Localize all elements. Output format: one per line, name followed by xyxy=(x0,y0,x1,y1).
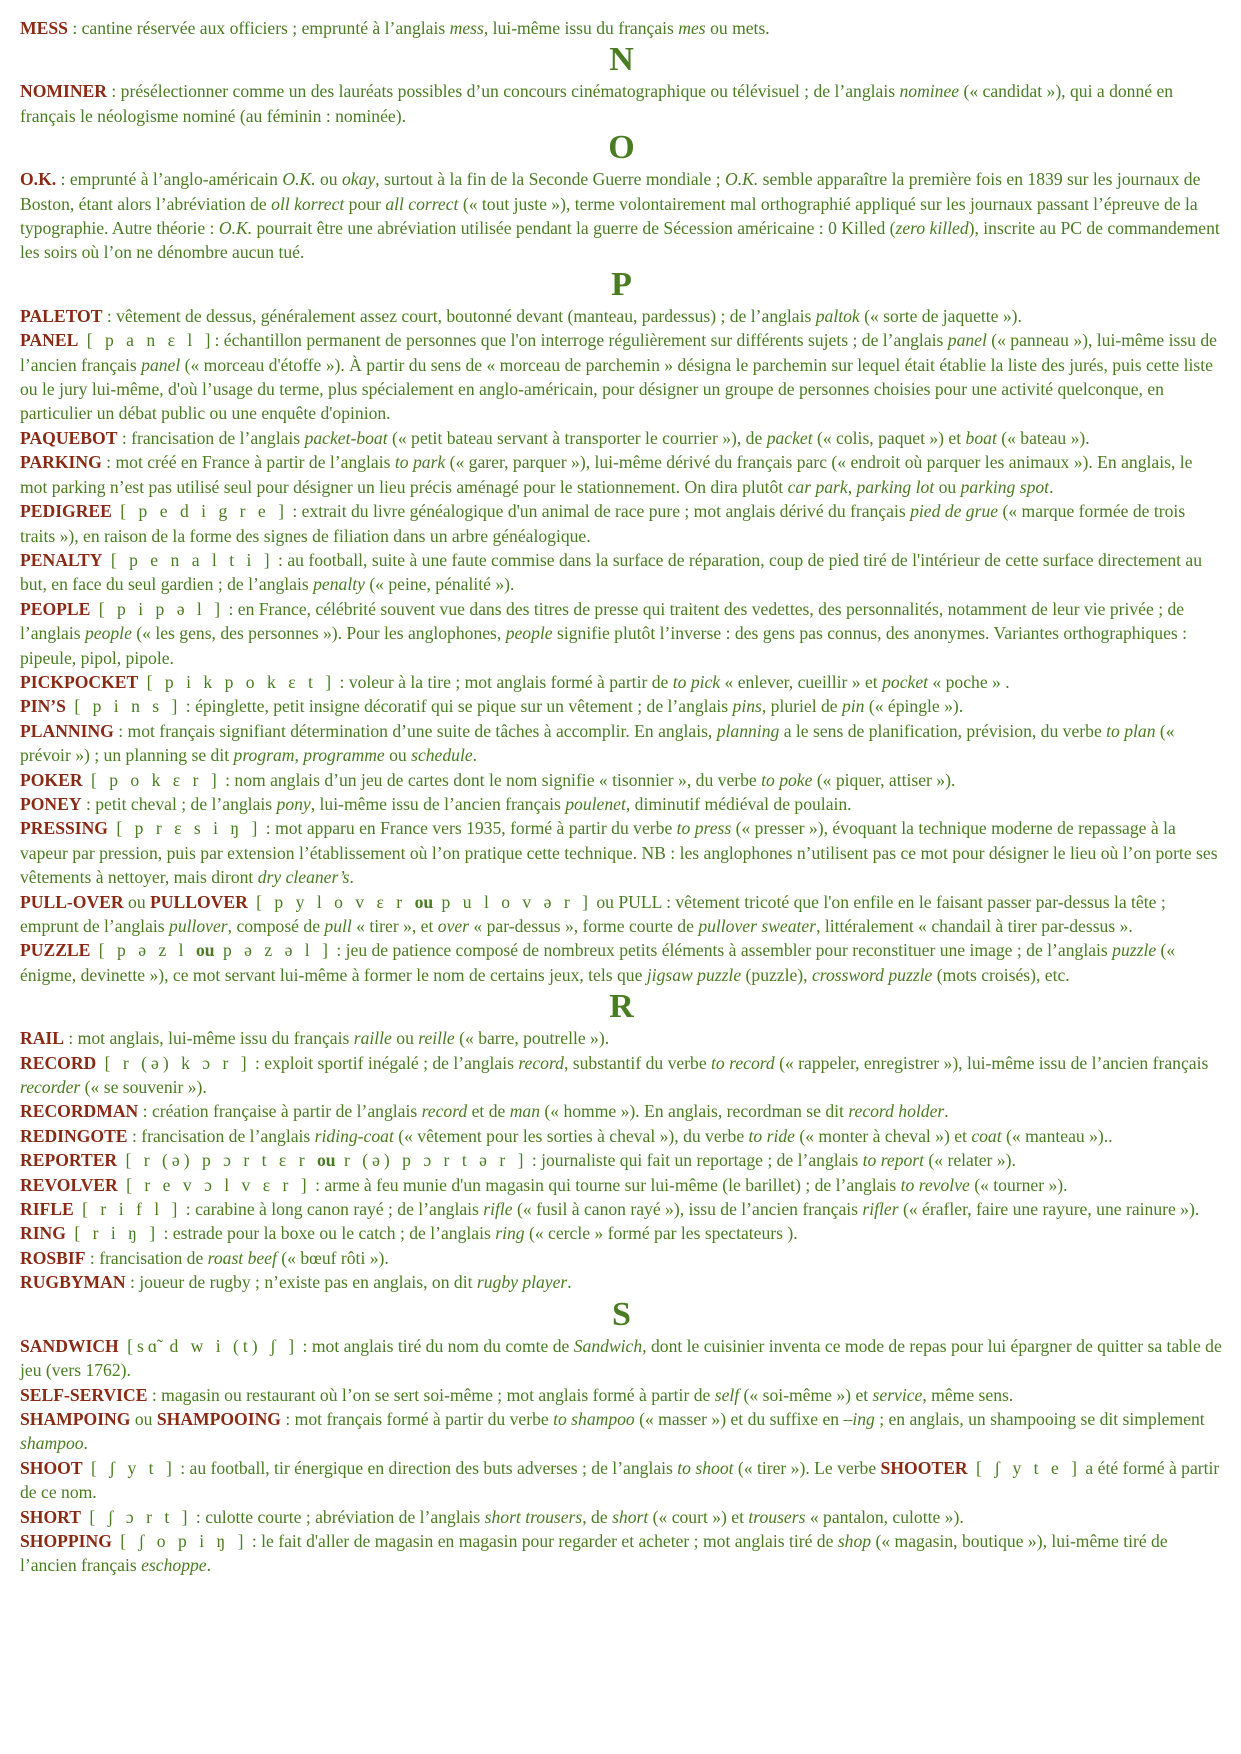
glossary-entry xyxy=(20,1099,1223,1123)
glossary-entry xyxy=(20,1051,1223,1100)
section-letter-heading: R xyxy=(609,988,634,1026)
headword: RECORD xyxy=(20,1052,97,1073)
definition-text: : mot anglais, lui-même issu du français xyxy=(64,1028,354,1049)
italic-term: pin xyxy=(842,696,865,717)
definition-text: (« monter à cheval ») et xyxy=(794,1125,972,1146)
glossary-entry xyxy=(20,890,1223,939)
definition-text: ou xyxy=(384,745,412,766)
phonetic-transcription: [ p e n a l t i ] xyxy=(102,549,274,570)
phonetic-transcription: [ ʃ o p i ŋ ] xyxy=(111,1530,248,1551)
headword: REVOLVER xyxy=(20,1174,118,1195)
definition-text: , substantif du verbe xyxy=(563,1052,712,1073)
italic-term: to record xyxy=(711,1052,775,1073)
phonetic-transcription: [ p r ɛ s i ŋ ] xyxy=(108,818,262,839)
italic-term: short xyxy=(612,1506,649,1527)
definition-text: (« épingle »). xyxy=(864,696,964,717)
glossary-section xyxy=(20,266,1223,987)
glossary-entry xyxy=(20,1197,1223,1221)
headword: POKER xyxy=(20,769,83,790)
headword: PRESSING xyxy=(20,818,108,839)
italic-term: O.K. xyxy=(282,169,316,190)
italic-term: trousers xyxy=(748,1506,806,1527)
definition-text: : nom anglais d’un jeu de cartes dont le nom signifie « tisonnier », du verbe xyxy=(220,769,762,790)
definition-text: (« se souvenir »). xyxy=(80,1077,207,1098)
definition-text: , même sens. xyxy=(922,1384,1014,1405)
definition-text: a le sens de planification, prévision, du verbe xyxy=(779,720,1107,741)
glossary-entry xyxy=(20,1148,1223,1172)
headword: MESS xyxy=(20,18,68,38)
italic-term: O.K. xyxy=(218,218,253,239)
definition-text: (« bœuf rôti »). xyxy=(276,1247,389,1268)
glossary-entry xyxy=(20,1334,1223,1383)
italic-term: record xyxy=(518,1052,564,1073)
italic-term: to revolve xyxy=(900,1174,970,1195)
italic-term: jigsaw puzzle xyxy=(646,964,742,985)
italic-term: people xyxy=(84,623,132,644)
definition-text: : échantillon permanent de personnes que l'on interroge régulièrement sur différents sujets ; de l’anglais xyxy=(214,330,948,351)
definition-text: (« peine, pénalité »). xyxy=(364,574,515,595)
definition-text: ou PULL : vêtement tricoté que l'on enfile en le faisant passer par-dessus la tête ; emprunt de l’anglais xyxy=(20,891,1166,936)
glossary-entry xyxy=(20,670,1223,694)
italic-term: man xyxy=(509,1101,541,1122)
italic-term: record xyxy=(421,1101,468,1122)
italic-term: car park xyxy=(787,476,848,497)
definition-text: : mot français signifiant détermination d’une suite de tâches à accomplir. En anglais, xyxy=(113,720,717,741)
italic-term: reille xyxy=(418,1028,455,1049)
italic-term: ring xyxy=(495,1223,525,1244)
headword: PULLOVER xyxy=(150,891,248,912)
glossary-entry xyxy=(20,16,1223,40)
phonetic-transcription: [ ʃ y t ] xyxy=(82,1457,176,1478)
definition-text: ou xyxy=(123,891,151,912)
glossary-entry xyxy=(20,1505,1223,1529)
definition-text: (« morceau d'étoffe »). À partir du sens de « morceau de parchemin » désigna le parchemin sur lequel était établie la liste des jurés, puis cette liste ou le jury lui-même, d'où l’usage du terme, plus spécialement en anglo-américain, pour désigner un groupe de personnes choisies pour une activité quelconque, en particulier un débat public ou une enquête d'opinion. xyxy=(20,354,1213,424)
glossary-entry xyxy=(20,304,1223,328)
headword: SELF-SERVICE xyxy=(20,1384,148,1405)
italic-term: crossword puzzle xyxy=(811,964,933,985)
definition-text: . xyxy=(472,745,478,766)
headword: SHOPPING xyxy=(20,1530,112,1551)
definition-text: : mot créé en France à partir de l’anglais xyxy=(101,452,395,473)
definition-text: (« fusil à canon rayé »), issu de l’ancien français xyxy=(512,1199,863,1220)
definition-text: : mot apparu en France vers 1935, formé à partir du verbe xyxy=(261,818,677,839)
definition-text: , diminutif médiéval de poulain. xyxy=(625,793,852,814)
definition-text: dont le cuisinier inventa ce mode de repas pour lui épargner de quitter sa table de jeu (vers 1762). xyxy=(20,1335,1222,1381)
definition-text: , xyxy=(847,476,857,497)
phonetic-transcription: [ p i n s ] xyxy=(65,696,182,717)
italic-term: parking spot xyxy=(960,476,1050,497)
italic-term: penalty xyxy=(313,574,365,595)
italic-term: oll korrect xyxy=(271,193,345,214)
italic-term: schedule xyxy=(411,745,473,766)
definition-text: : création française à partir de l’anglais xyxy=(138,1101,422,1122)
definition-text: (« presser »), évoquant la technique moderne de repassage à la vapeur par pression, puis par extension l’établissement où l’on pratique cette technique. NB : les anglophones n’utilisent pas ce mot pour désigner le lieu où l’on porte ses vêtements à nettoyer, mais diront xyxy=(20,818,1218,888)
italic-term: roast beef xyxy=(207,1247,277,1268)
definition-text: , composé de xyxy=(227,916,325,936)
italic-term: packet-boat xyxy=(304,427,388,448)
italic-term: to pick xyxy=(672,671,721,692)
italic-term: to plan xyxy=(1106,720,1156,741)
definition-text: . xyxy=(83,1433,88,1454)
definition-text: , littéralement « chandail à tirer par-dessus ». xyxy=(816,916,1133,936)
italic-term: to report xyxy=(862,1150,925,1171)
definition-text: (puzzle), xyxy=(741,964,812,985)
definition-text: « poche » . xyxy=(928,671,1010,692)
definition-text: (« piquer, attiser »). xyxy=(812,769,956,790)
italic-term: over xyxy=(437,916,470,936)
italic-term: program xyxy=(233,745,295,766)
glossary-entry xyxy=(20,597,1223,670)
definition-text: signifie plutôt l’inverse : des gens pas connus, des anonymes. Variantes orthographiques : pipeule, pipol, pipole. xyxy=(20,623,1188,668)
italic-term: pony xyxy=(276,793,311,814)
variant-separator: ou xyxy=(316,1150,336,1171)
headword: RECORDMAN xyxy=(20,1101,139,1122)
definition-text: (« panneau »), lui-même issu de l’ancien français xyxy=(20,330,1217,375)
definition-text: ou xyxy=(391,1028,419,1049)
italic-term: mes xyxy=(678,18,706,38)
italic-term: to shoot xyxy=(677,1457,734,1478)
headword: SHAMPOING xyxy=(20,1408,131,1429)
glossary-entry xyxy=(20,548,1223,597)
headword: SANDWICH xyxy=(20,1335,119,1356)
phonetic-transcription: [ ʃ y t e ] xyxy=(967,1457,1082,1478)
definition-text: . xyxy=(349,867,354,888)
variant-separator: ou xyxy=(195,940,215,961)
glossary-entry xyxy=(20,79,1223,128)
glossary-entry xyxy=(20,328,1223,426)
italic-term: panel xyxy=(947,330,987,351)
definition-text: (« tirer »). Le verbe xyxy=(733,1457,881,1478)
glossary-entry xyxy=(20,719,1223,768)
phonetic-transcription: [ r e v ɔ l v ɛ r ] xyxy=(117,1174,311,1195)
phonetic-transcription: r (ə) p ɔ r t ə r ] xyxy=(335,1150,528,1171)
phonetic-transcription: [ p i p ə l ] xyxy=(90,598,225,619)
definition-text: « tirer », et xyxy=(351,916,438,936)
definition-text: (« prévoir ») ; un planning se dit xyxy=(20,720,1175,766)
definition-text: (« homme »). En anglais, recordman se dit xyxy=(540,1101,849,1122)
phonetic-transcription: [ r (ə) p ɔ r t ɛ r xyxy=(117,1150,317,1171)
italic-term: pied de grue xyxy=(910,501,999,522)
glossary-entry xyxy=(20,426,1223,450)
italic-term: paltok xyxy=(815,305,860,326)
italic-term: rugby player xyxy=(476,1272,568,1293)
definition-text: (« court ») et xyxy=(648,1506,749,1527)
definition-text: : exploit sportif inégalé ; de l’anglais xyxy=(250,1052,519,1073)
phonetic-transcription: [ r i f l ] xyxy=(73,1199,182,1220)
definition-text: , xyxy=(294,745,304,766)
headword: RUGBYMAN xyxy=(20,1272,126,1293)
definition-text: (« cercle » formé par les spectateurs ). xyxy=(524,1223,798,1244)
definition-text: : mot français formé à partir du verbe xyxy=(280,1408,554,1429)
definition-text: : cantine réservée aux officiers ; emprunté à l’anglais xyxy=(67,18,450,38)
definition-text: . xyxy=(206,1555,212,1576)
section-letter-heading: N xyxy=(609,41,634,79)
definition-text: (« marque formée de trois traits »), en raison de la forme des signes de filiation dans un arbre généalogique. xyxy=(20,501,1186,546)
headword: O.K. xyxy=(20,169,57,190)
italic-term: packet xyxy=(766,427,813,448)
glossary-entry xyxy=(20,768,1223,792)
definition-text: : présélectionner comme un des lauréats possibles d’un concours cinématographique ou télévisuel ; de l’anglais xyxy=(107,81,900,102)
glossary-entry xyxy=(20,792,1223,816)
glossary-entry xyxy=(20,938,1223,987)
phonetic-transcription: [ p i k p o k ɛ t ] xyxy=(138,671,336,692)
headword: PAQUEBOT xyxy=(20,427,118,448)
definition-text: (« rappeler, enregistrer »), lui-même issu de l’ancien français xyxy=(774,1052,1209,1073)
italic-term: all correct xyxy=(385,193,459,214)
definition-text: : joueur de rugby ; n’existe pas en anglais, on dit xyxy=(125,1272,477,1293)
headword: PUZZLE xyxy=(20,940,91,961)
italic-term: poulenet xyxy=(565,793,626,814)
glossary-section xyxy=(20,1296,1223,1578)
definition-text: : arme à feu munie d'un magasin qui tourne sur lui-même (le barillet) ; de l’anglais xyxy=(310,1174,901,1195)
definition-text: (« érafler, faire une rayure, une rainure »). xyxy=(898,1199,1200,1220)
definition-text: (« bateau »). xyxy=(996,427,1090,448)
definition-text: : le fait d'aller de magasin en magasin pour regarder et acheter ; mot anglais tiré de xyxy=(247,1530,838,1551)
glossary-entry xyxy=(20,816,1223,889)
italic-term: shop xyxy=(837,1530,872,1551)
variant-separator: ou xyxy=(414,891,434,912)
phonetic-transcription: [ r i ŋ ] xyxy=(65,1223,160,1244)
headword: REPORTER xyxy=(20,1150,118,1171)
italic-term: pocket xyxy=(882,671,929,692)
headword: PANEL xyxy=(20,330,79,351)
headword: PULL-OVER xyxy=(20,891,124,912)
italic-term: pullover sweater xyxy=(698,916,817,936)
phonetic-transcription: [ r (ə) k ɔ r ] xyxy=(96,1052,251,1073)
definition-text: : au football, suite à une faute commise dans la surface de réparation, coup de pied tiré de l'intérieur de cette surface directement au but, en face du seul gardien ; de l’anglais xyxy=(20,549,1203,595)
italic-term: raille xyxy=(353,1028,392,1049)
glossary-entry xyxy=(20,1456,1223,1505)
headword: SHOOT xyxy=(20,1457,83,1478)
headword: PARKING xyxy=(20,452,102,473)
italic-term: nominee xyxy=(899,81,960,102)
italic-term: self xyxy=(714,1384,740,1405)
definition-text: , lui-même issu de l’ancien français xyxy=(310,793,566,814)
definition-text: : francisation de xyxy=(85,1247,208,1268)
definition-text: : culotte courte ; abréviation de l’anglais xyxy=(191,1506,485,1527)
definition-text: (« vêtement pour les sorties à cheval »), du verbe xyxy=(393,1125,749,1146)
definition-text: , lui-même issu du français xyxy=(483,18,679,38)
italic-term: O.K. xyxy=(725,169,759,190)
glossary-section xyxy=(20,129,1223,265)
headword: PIN’S xyxy=(20,696,66,717)
glossary-entry xyxy=(20,499,1223,548)
definition-text: : estrade pour la boxe ou le catch ; de l’anglais xyxy=(159,1223,496,1244)
phonetic-transcription: p u l o v ə r ] xyxy=(433,891,592,912)
definition-text: a été formé à partir de ce nom. xyxy=(20,1457,1220,1503)
definition-text: (« tourner »). xyxy=(969,1174,1068,1195)
definition-text: ou xyxy=(315,169,342,190)
headword: PEDIGREE xyxy=(20,501,112,522)
glossary-entry xyxy=(20,1221,1223,1245)
section-letter-heading: S xyxy=(612,1295,631,1333)
definition-text: : au football, tir énergique en direction des buts adverses ; de l’anglais xyxy=(175,1457,678,1478)
headword: PICKPOCKET xyxy=(20,671,139,692)
definition-text: « par-dessus », forme courte de xyxy=(469,916,699,936)
definition-text: « pantalon, culotte »). xyxy=(805,1506,964,1527)
headword: PALETOT xyxy=(20,305,103,326)
glossary-entry xyxy=(20,694,1223,718)
definition-text: : extrait du livre généalogique d'un animal de race pure ; mot anglais dérivé du français xyxy=(287,501,911,522)
definition-text: : petit cheval ; de l’anglais xyxy=(81,793,277,814)
italic-term: to ride xyxy=(748,1125,795,1146)
italic-term: zero killed xyxy=(895,218,969,239)
italic-term: okay xyxy=(342,169,376,190)
definition-text: . xyxy=(567,1272,572,1293)
italic-term: rifle xyxy=(483,1199,513,1220)
definition-text: : vêtement de dessus, généralement assez court, boutonné devant (manteau, pardessus) ; de l’anglais xyxy=(102,305,816,326)
definition-text: (« candidat »), qui a donné en français le néologisme nominé (au féminin : nominée). xyxy=(20,81,1174,126)
phonetic-transcription: [ ʃ ɔ r t ] xyxy=(80,1506,192,1527)
headword: SHAMPOOING xyxy=(156,1408,281,1429)
headword: SHORT xyxy=(20,1506,81,1527)
italic-term: to press xyxy=(676,818,732,839)
definition-text: ou mets. xyxy=(705,18,770,38)
italic-term: to shampoo xyxy=(553,1408,635,1429)
italic-term: planning xyxy=(716,720,780,741)
definition-text: (« relater »). xyxy=(924,1150,1016,1171)
glossary-entry xyxy=(20,1407,1223,1456)
phonetic-transcription: [sɑ̃ d w i (t) ʃ ] xyxy=(118,1335,299,1356)
glossary-entry xyxy=(20,450,1223,499)
glossary-entry xyxy=(20,1026,1223,1050)
headword: RAIL xyxy=(20,1028,64,1049)
definition-text: : francisation de l’anglais xyxy=(127,1125,315,1146)
definition-text: semble apparaître la première fois en 1839 sur les journaux de Boston, étant alors l’abréviation de xyxy=(20,169,1201,214)
headword: PEOPLE xyxy=(20,598,91,619)
definition-text: : emprunté à l’anglo-américain xyxy=(56,169,283,190)
italic-term: mess xyxy=(449,18,484,38)
section-letter-heading: P xyxy=(611,265,632,303)
phonetic-transcription: p ə z ə l ] xyxy=(214,940,332,961)
italic-term: rifler xyxy=(862,1199,899,1220)
headword: SHOOTER xyxy=(880,1457,968,1478)
italic-term: to poke xyxy=(761,769,813,790)
glossary-section xyxy=(20,41,1223,128)
definition-text: : francisation de l’anglais xyxy=(117,427,305,448)
headword: RIFLE xyxy=(20,1199,74,1220)
definition-text: (« garer, parquer »), lui-même dérivé du français parc (« endroit où parquer les animaux »). En anglais, le mot parking n’est pas utilisé seul pour désigner un lieu précis aménagé pour le stationnement. On dira plutôt xyxy=(20,452,1193,497)
italic-term: Sandwich, xyxy=(573,1335,647,1356)
headword: RING xyxy=(20,1223,66,1244)
section-letter-heading: O xyxy=(608,129,635,167)
definition-text: (« soi-même ») et xyxy=(739,1384,873,1405)
definition-text: : carabine à long canon rayé ; de l’anglais xyxy=(181,1199,484,1220)
phonetic-transcription: [ p e d i g r e ] xyxy=(111,501,288,522)
italic-term: coat xyxy=(971,1125,1002,1146)
italic-term: parking lot xyxy=(856,476,935,497)
definition-text: (« sorte de jaquette »). xyxy=(859,305,1022,326)
definition-text: (« barre, poutrelle »). xyxy=(454,1028,610,1049)
italic-term: riding-coat xyxy=(314,1125,394,1146)
definition-text: « enlever, cueillir » et xyxy=(720,671,883,692)
definition-text: ; en anglais, un shampooing se dit simplement xyxy=(874,1408,1205,1429)
phonetic-transcription: [ p y l o v ɛ r xyxy=(247,891,415,912)
italic-term: –ing xyxy=(843,1408,875,1429)
headword: NOMINER xyxy=(20,81,107,102)
definition-text: : voleur à la tire ; mot anglais formé à partir de xyxy=(335,671,673,692)
glossary-entry xyxy=(20,1529,1223,1578)
italic-term: panel xyxy=(141,354,181,375)
glossary-entry xyxy=(20,1383,1223,1407)
italic-term: service xyxy=(872,1384,923,1405)
glossary-entry xyxy=(20,1270,1223,1294)
definition-text: : mot anglais tiré du nom du comte de xyxy=(298,1335,574,1356)
definition-text: , pluriel de xyxy=(761,696,842,717)
headword: PONEY xyxy=(20,793,82,814)
glossary-entry xyxy=(20,1173,1223,1197)
definition-text: ou xyxy=(130,1408,157,1429)
definition-text: . xyxy=(944,1101,949,1122)
italic-term: dry cleaner’s xyxy=(257,867,350,888)
phonetic-transcription: [ p a n ɛ l ] xyxy=(78,330,215,351)
definition-text: (« colis, paquet ») et xyxy=(812,427,966,448)
definition-text: pour xyxy=(344,193,386,214)
glossary-entry xyxy=(20,1246,1223,1270)
definition-text: (« magasin, boutique »), lui-même tiré de l’ancien français xyxy=(20,1530,1168,1576)
phonetic-transcription: [ p ə z l xyxy=(90,940,196,961)
definition-text: (« énigme, devinette »), ce mot servant lui-même à former le nom de certains jeux, tels que xyxy=(20,940,1176,985)
italic-term: recorder xyxy=(20,1077,81,1098)
italic-term: programme xyxy=(303,745,385,766)
definition-text: . xyxy=(1049,476,1054,497)
italic-term: puzzle xyxy=(1112,940,1157,961)
headword: PENALTY xyxy=(20,549,103,570)
glossary-section xyxy=(20,16,1223,40)
italic-term: record holder xyxy=(848,1101,945,1122)
definition-text: : magasin ou restaurant où l’on se sert soi-même ; mot anglais formé à partir de xyxy=(147,1384,715,1405)
definition-text: : jeu de patience composé de nombreux petits éléments à assembler pour reconstituer une image ; de l’anglais xyxy=(331,940,1113,961)
headword: PLANNING xyxy=(20,720,114,741)
definition-text: : journaliste qui fait un reportage ; de l’anglais xyxy=(527,1150,863,1171)
definition-text: : épinglette, petit insigne décoratif qui se pique sur un vêtement ; de l’anglais xyxy=(181,696,733,717)
definition-text: ), inscrite au PC de commandement les soirs où l’on ne dénombre aucun tué. xyxy=(20,218,1220,263)
glossary-section xyxy=(20,988,1223,1294)
glossary-entry xyxy=(20,167,1223,265)
headword: REDINGOTE xyxy=(20,1125,128,1146)
definition-text: (« petit bateau servant à transporter le courrier »), de xyxy=(387,427,767,448)
glossary-entry xyxy=(20,1124,1223,1148)
italic-term: to park xyxy=(394,452,446,473)
definition-text: pourrait être une abréviation utilisée pendant la guerre de Sécession américaine : 0 Killed ( xyxy=(252,218,896,239)
italic-term: pull xyxy=(324,916,352,936)
definition-text: , surtout à la fin de la Seconde Guerre mondiale ; xyxy=(375,169,726,190)
italic-term: pins xyxy=(732,696,762,717)
phonetic-transcription: [ p o k ɛ r ] xyxy=(82,769,221,790)
italic-term: eschoppe xyxy=(141,1555,207,1576)
definition-text: ou xyxy=(934,476,961,497)
headword: ROSBIF xyxy=(20,1247,86,1268)
definition-text: (« les gens, des personnes »). Pour les anglophones, xyxy=(131,623,506,644)
definition-text: , de xyxy=(582,1506,613,1527)
definition-text: et de xyxy=(467,1101,510,1122)
italic-term: pullover xyxy=(169,916,228,936)
italic-term: people xyxy=(505,623,553,644)
definition-text: (« manteau »).. xyxy=(1001,1125,1113,1146)
italic-term: short trousers xyxy=(484,1506,583,1527)
definition-text: : en France, célébrité souvent vue dans des titres de presse qui traitent des vedettes, des personnalités, notamment de leur vie privée ; de l’anglais xyxy=(20,598,1185,644)
definition-text: (« masser ») et du suffixe en xyxy=(634,1408,844,1429)
definition-text: (« tout juste »), terme volontairement mal orthographié appliqué sur les journaux passant l’épreuve de la typographie. Autre théorie : xyxy=(20,193,1198,239)
definition-text: (mots croisés), etc. xyxy=(932,964,1070,985)
italic-term: boat xyxy=(965,427,997,448)
italic-term: shampoo xyxy=(20,1433,84,1454)
